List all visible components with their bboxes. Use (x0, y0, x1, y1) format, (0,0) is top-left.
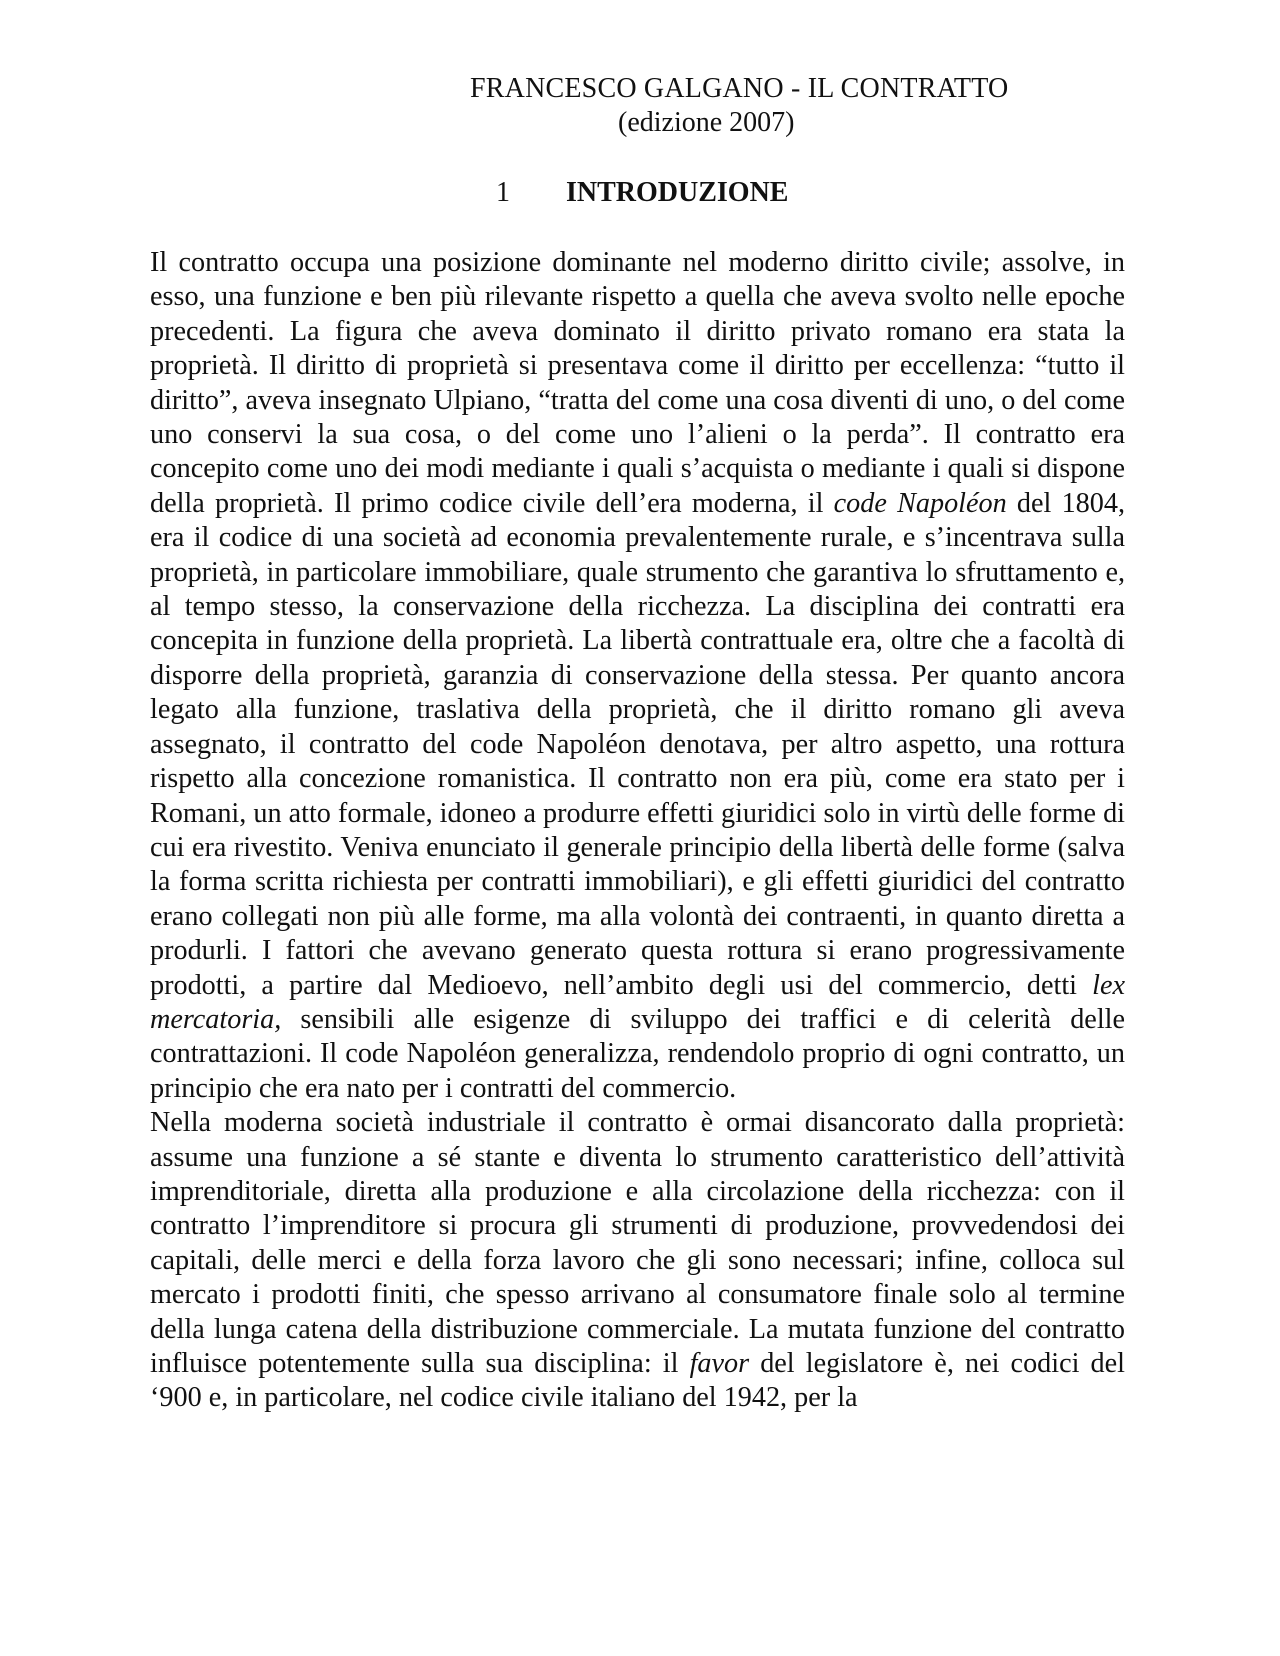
italic-term: lex mercatoria, (150, 969, 1125, 1035)
paragraph-text: Il contratto occupa una posizione dominante nel moderno diritto civile; assolve, in esso, una funzione e ben più rilevante rispetto a quella che aveva svolto nelle epoche precedenti. La figura che aveva dominato il diritto privato romano era stata la proprietà. Il diritto di proprietà si presentava come il diritto per eccellenza: “tutto il diritto”, aveva insegnato Ulpiano, “tratta del come una cosa diventi di uno, o del come uno conservi la sua cosa, o del come uno l’alieni o la perda”. Il contratto era concepito come uno dei modi mediante i quali s’acquista o mediante i quali si dispone della proprietà. Il primo codice civile dell’era moderna, il (150, 247, 1125, 519)
document-header-edition: (edizione 2007) (618, 107, 795, 138)
italic-term: code Napoléon (833, 487, 1007, 519)
body-text (150, 246, 1125, 1416)
paragraph-text: del legislatore è, nei codici del ‘900 e, in particolare, nel codice civile italiano del 1942, per la (150, 1348, 1125, 1414)
chapter-heading (496, 176, 788, 210)
paragraph (150, 246, 1125, 1106)
document-header-title: FRANCESCO GALGANO - IL CONTRATTO (470, 73, 1009, 104)
chapter-number: 1 (496, 177, 510, 208)
chapter-title: INTRODUZIONE (566, 177, 789, 208)
italic-term: favor (689, 1348, 750, 1379)
paragraph (150, 1106, 1125, 1416)
paragraph-text: sensibili alle esigenze di sviluppo dei traffici e di celerità delle contrattazioni. Il code Napoléon generalizza, rendendolo proprio di ogni contratto, un principio che era nato per i contratti del commercio. (150, 1003, 1125, 1104)
paragraph-text: del 1804, era il codice di una società ad economia prevalentemente rurale, e s’incentrava sulla proprietà, in particolare immobiliare, quale strumento che garantiva lo sfruttamento e, al tempo stesso, la conservazione della ricchezza. La disciplina dei contratti era concepita in funzione della proprietà. La libertà contrattuale era, oltre che a facoltà di disporre della proprietà, garanzia di conservazione della stessa. Per quanto ancora legato alla funzione, traslativa della proprietà, che il diritto romano gli aveva assegnato, il contratto del code Napoléon denotava, per altro aspetto, una rottura rispetto alla concezione romanistica. Il contratto non era più, come era stato per i Romani, un atto formale, idoneo a produrre effetti giuridici solo in virtù delle forme di cui era rivestito. Veniva enunciato il generale principio della libertà delle forme (salva la forma scritta richiesta per contratti immobiliari), e gli effetti giuridici del contratto erano collegati non più alle forme, ma alla volontà dei contraenti, in quanto diretta a produrli. I fattori che avevano generato questa rottura si erano progressivamente prodotti, a partire dal Medioevo, nell’ambito degli usi del commercio, detti (150, 487, 1126, 1001)
paragraph-text: Nella moderna società industriale il contratto è ormai disancorato dalla proprietà: assume una funzione a sé stante e diventa lo strumento caratteristico dell’attività imprenditoriale, diretta alla produzione e alla circolazione della ricchezza: con il contratto l’imprenditore si procura gli strumenti di produzione, provvedendosi dei capitali, delle merci e della forza lavoro che gli sono necessari; infine, colloca sul mercato i prodotti finiti, che spesso arrivano al consumatore finale solo al termine della lunga catena della distribuzione commerciale. La mutata funzione del contratto influisce potentemente sulla sua disciplina: il (150, 1107, 1125, 1379)
